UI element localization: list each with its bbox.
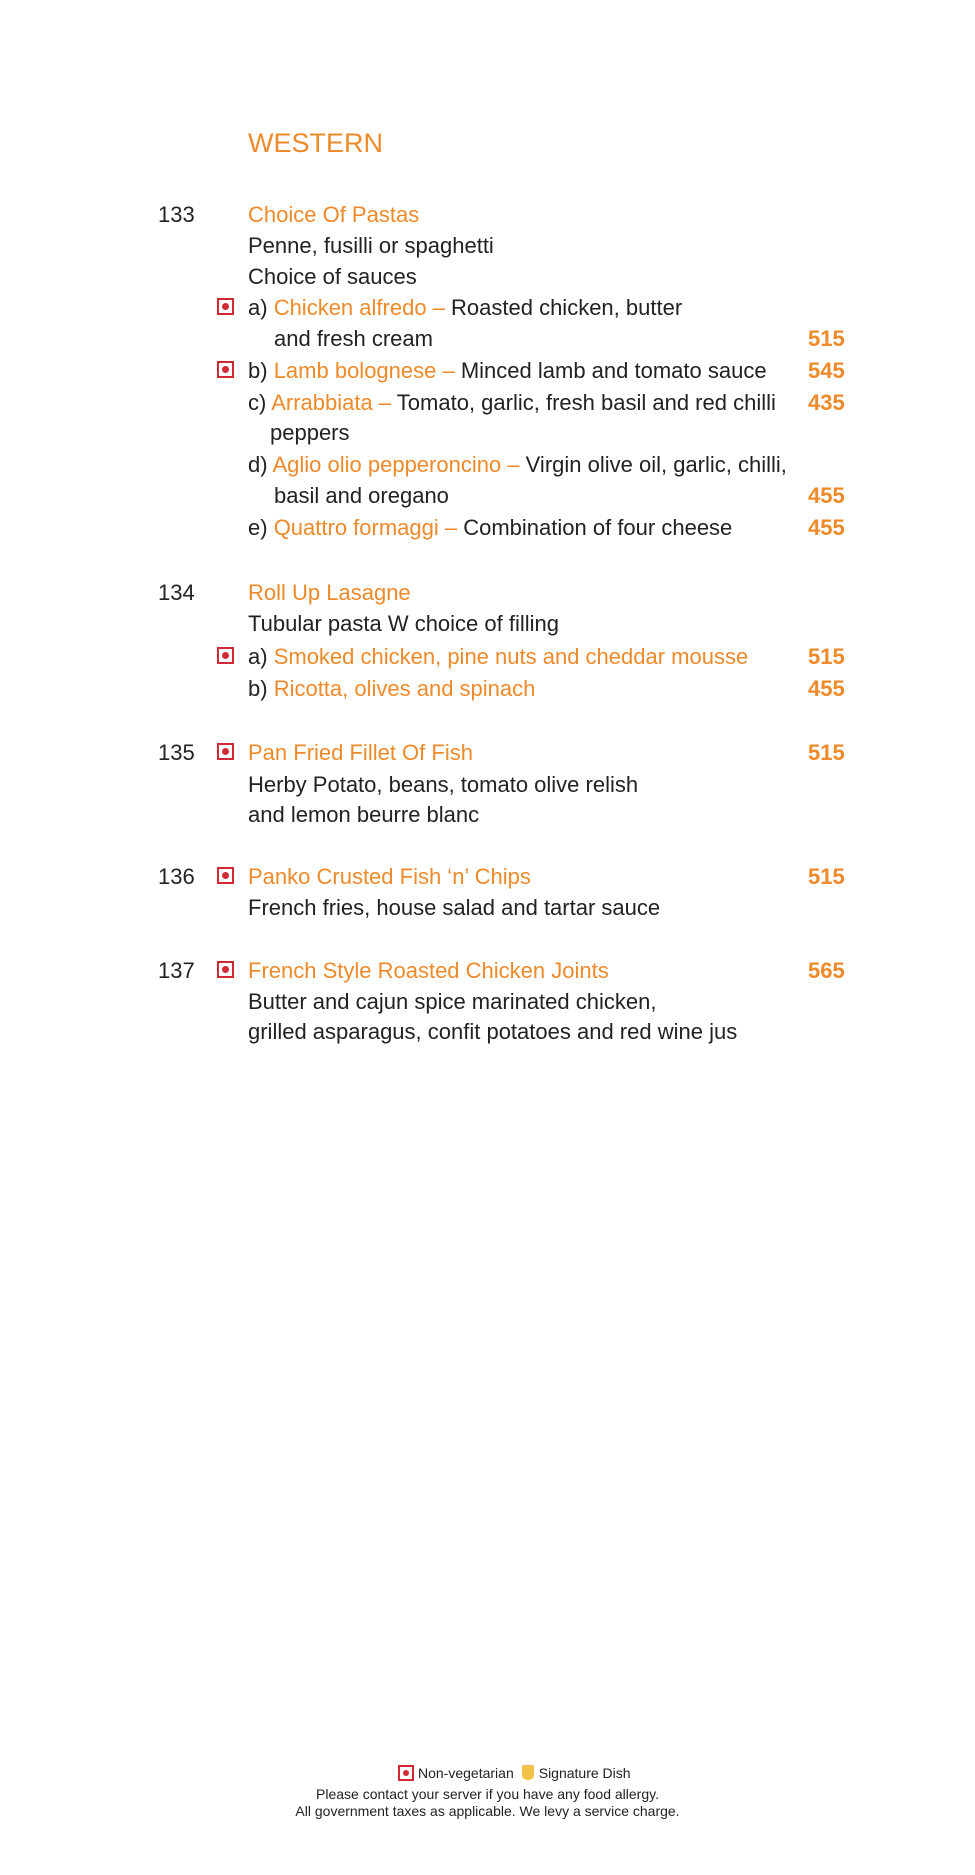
- item-number: 135: [158, 740, 195, 765]
- price: 565: [808, 958, 845, 983]
- option-letter: d): [248, 452, 273, 477]
- option-description: peppers: [270, 420, 350, 445]
- option-description: basil and oregano: [274, 483, 449, 508]
- non-vegetarian-icon: [217, 361, 234, 378]
- non-vegetarian-icon: [217, 867, 234, 884]
- sub-option: [248, 358, 767, 384]
- non-vegetarian-icon: [398, 1765, 414, 1781]
- item-number: 136: [158, 864, 195, 889]
- item-description: French fries, house salad and tartar sauce: [248, 895, 661, 920]
- item-title: Choice Of Pastas: [248, 202, 420, 227]
- option-description: Minced lamb and tomato sauce: [454, 358, 767, 383]
- price: 515: [808, 740, 845, 765]
- price: 455: [808, 515, 845, 540]
- price: 515: [808, 644, 845, 669]
- option-name: Ricotta, olives and spinach: [273, 676, 536, 701]
- option-name: Aglio olio pepperoncino –: [272, 452, 520, 477]
- item-number: 134: [158, 580, 195, 605]
- legend: [398, 1762, 631, 1781]
- item-description: Penne, fusilli or spaghetti: [248, 233, 494, 258]
- signature-dish-icon: [522, 1765, 534, 1780]
- item-title: Pan Fried Fillet Of Fish: [248, 740, 473, 765]
- price: 455: [808, 483, 845, 508]
- option-letter: a): [248, 644, 274, 669]
- sub-option: [248, 644, 748, 670]
- item-description: and lemon beurre blanc: [248, 802, 480, 827]
- non-vegetarian-icon: [217, 298, 234, 315]
- non-vegetarian-icon: [217, 647, 234, 664]
- item-number: 137: [158, 958, 195, 983]
- option-letter: e): [248, 515, 274, 540]
- sub-option: [248, 515, 732, 541]
- option-letter: b): [248, 358, 274, 383]
- price: 455: [808, 676, 845, 701]
- item-description: Tubular pasta W choice of filling: [248, 611, 559, 636]
- item-description: Butter and cajun spice marinated chicken,: [248, 989, 657, 1014]
- option-description: Combination of four cheese: [457, 515, 733, 540]
- price: 435: [808, 390, 845, 415]
- price: 515: [808, 864, 845, 889]
- sub-option: [248, 676, 535, 702]
- option-name: Lamb bolognese –: [273, 358, 455, 383]
- option-name: Chicken alfredo –: [273, 295, 445, 320]
- item-title: French Style Roasted Chicken Joints: [248, 958, 609, 983]
- option-name: Smoked chicken, pine nuts and cheddar mousse: [273, 644, 749, 669]
- option-letter: a): [248, 295, 274, 320]
- price: 545: [808, 358, 845, 383]
- option-description: Roasted chicken, butter: [444, 295, 683, 320]
- sub-option: [248, 390, 776, 416]
- sub-option: [248, 295, 682, 321]
- allergy-note: Please contact your server if you have any food allergy.: [316, 1786, 659, 1802]
- legend-nonveg-label: Non-vegetarian: [418, 1765, 514, 1781]
- item-description: grilled asparagus, confit potatoes and red wine jus: [248, 1019, 738, 1044]
- sub-option: [248, 452, 787, 478]
- non-vegetarian-icon: [217, 743, 234, 760]
- option-description: Tomato, garlic, fresh basil and red chilli: [391, 390, 776, 415]
- option-description: Virgin olive oil, garlic, chilli,: [519, 452, 787, 477]
- option-letter: b): [248, 676, 274, 701]
- option-name: Arrabbiata –: [271, 390, 392, 415]
- item-title: Panko Crusted Fish ‘n’ Chips: [248, 864, 531, 889]
- legend-signature-label: Signature Dish: [538, 1765, 631, 1781]
- non-vegetarian-icon: [217, 961, 234, 978]
- item-description: Choice of sauces: [248, 264, 417, 289]
- item-title: Roll Up Lasagne: [248, 580, 411, 605]
- section-title: WESTERN: [248, 128, 383, 158]
- option-description: and fresh cream: [274, 326, 433, 351]
- tax-note: All government taxes as applicable. We levy a service charge.: [295, 1803, 680, 1819]
- item-description: Herby Potato, beans, tomato olive relish: [248, 772, 639, 797]
- item-number: 133: [158, 202, 195, 227]
- option-letter: c): [248, 390, 272, 415]
- option-name: Quattro formaggi –: [273, 515, 458, 540]
- price: 515: [808, 326, 845, 351]
